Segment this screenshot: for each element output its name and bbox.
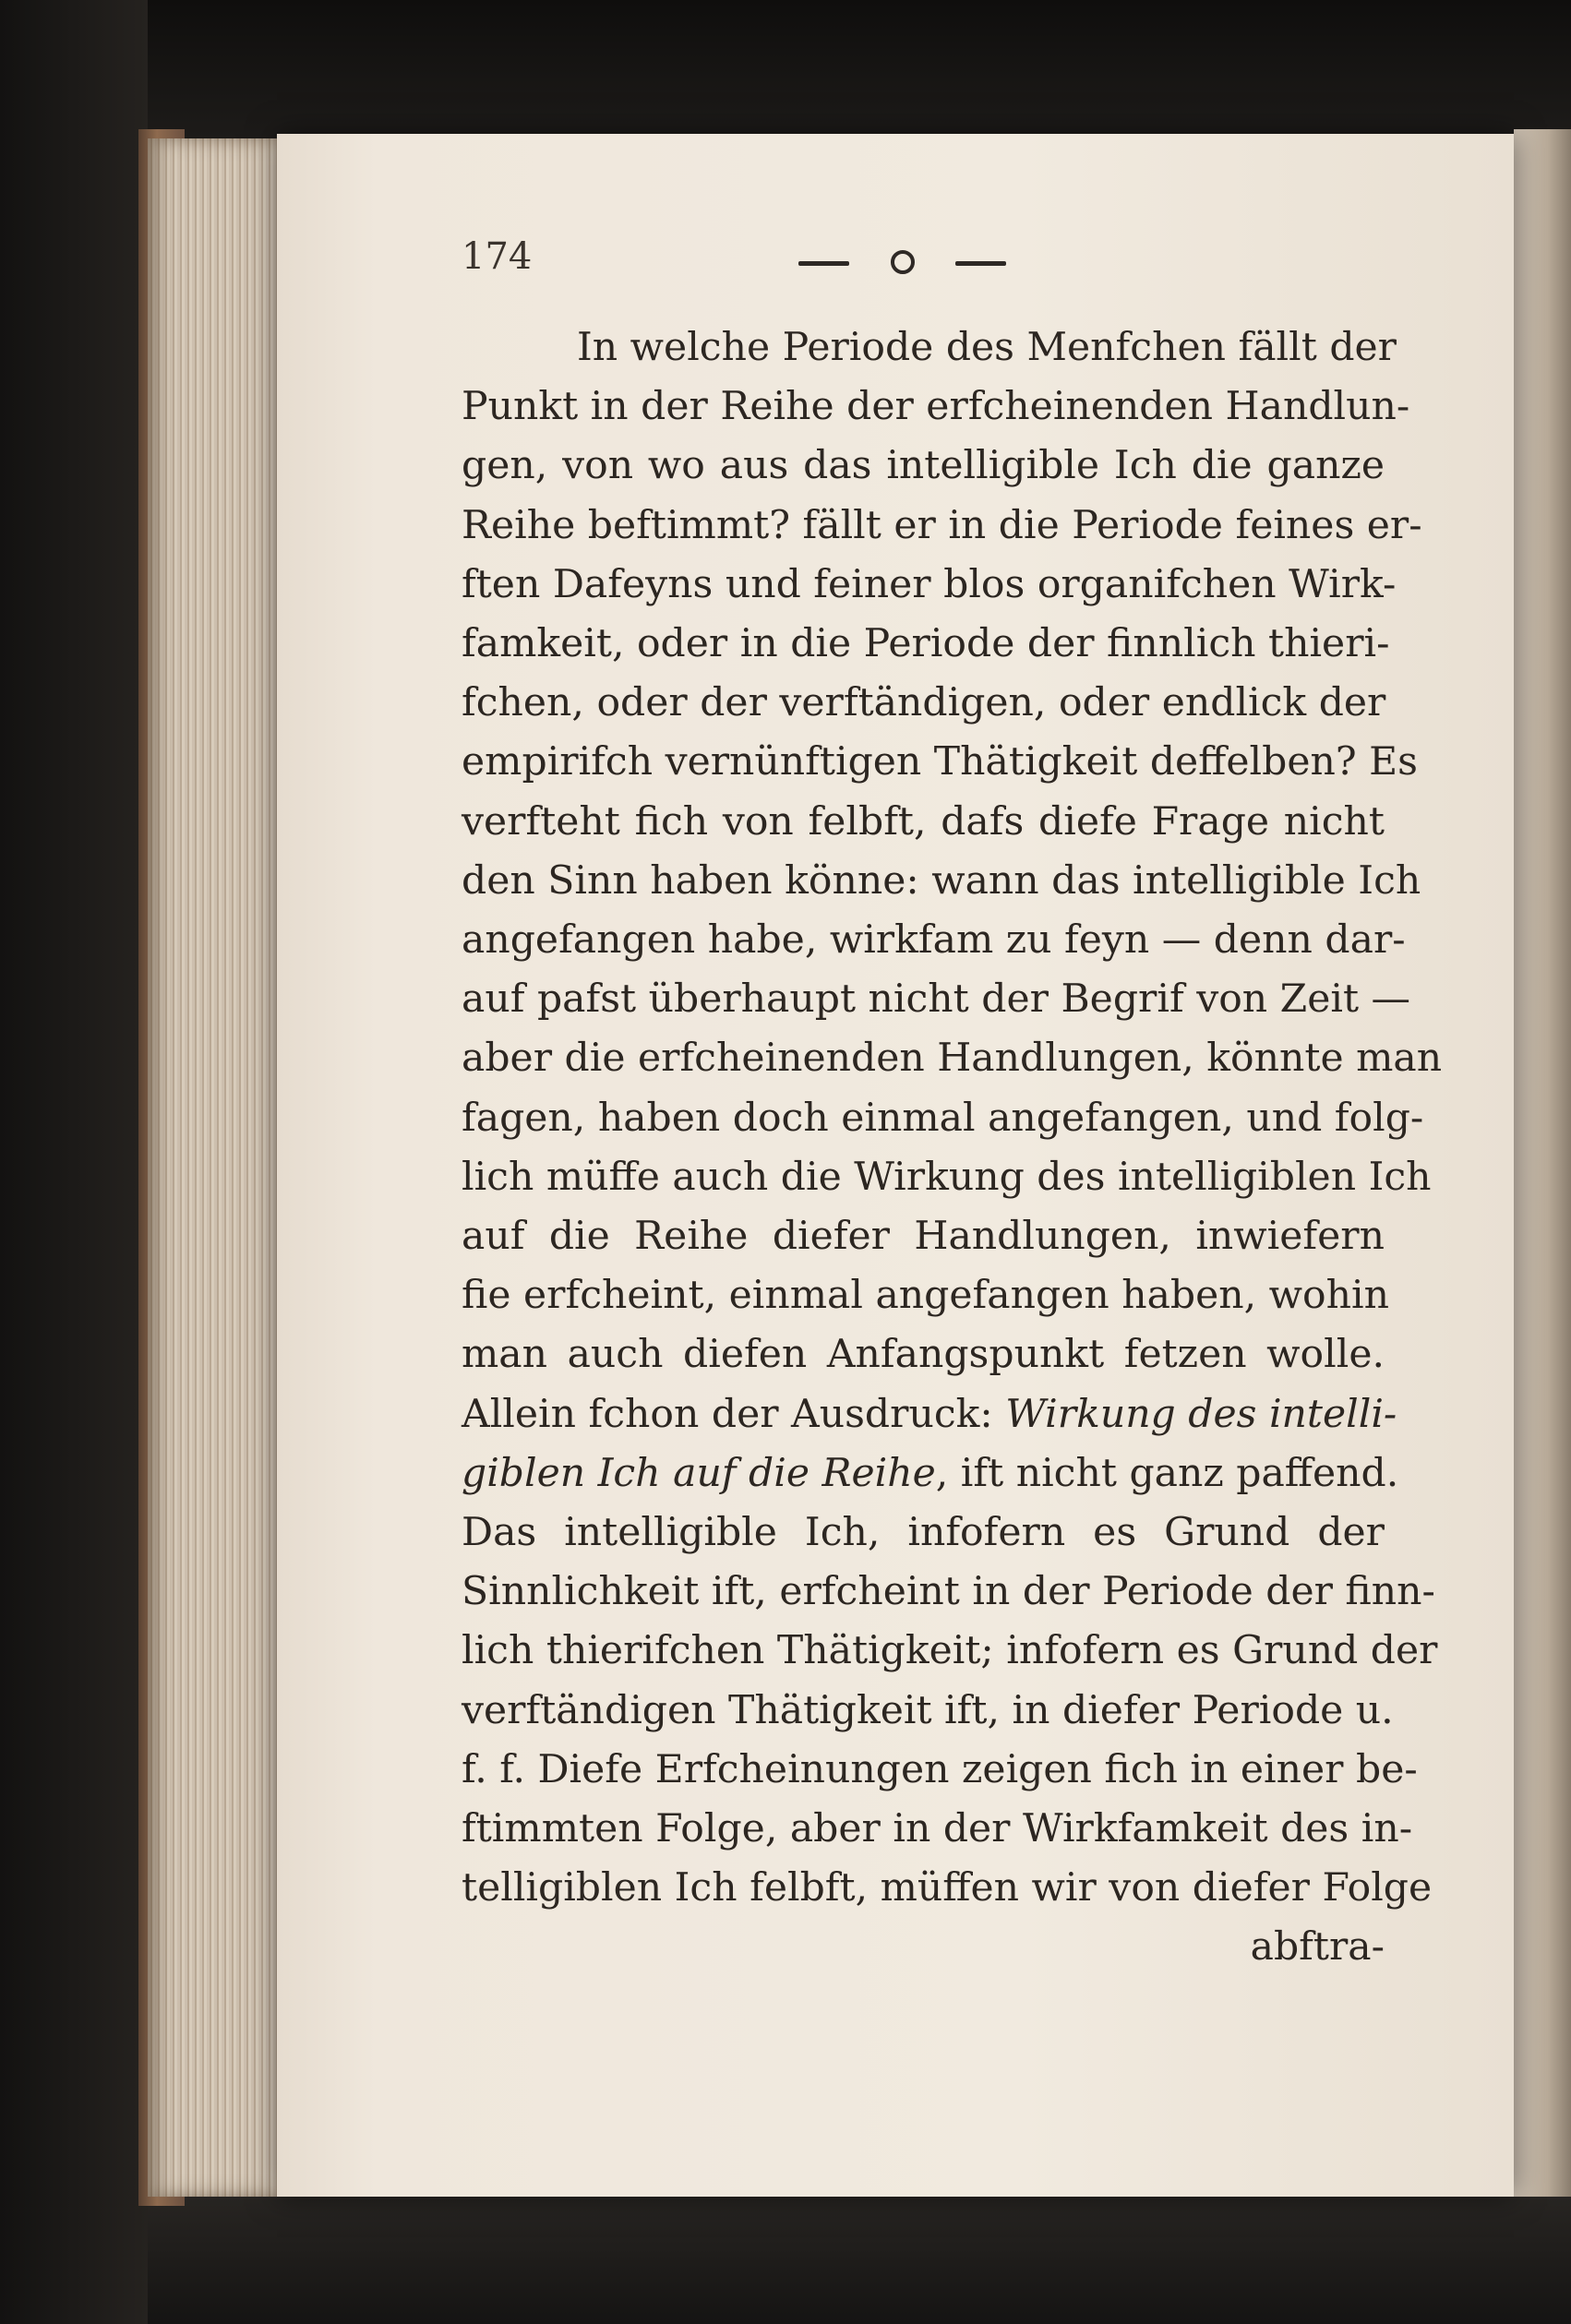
text-line: Punkt in der Reihe der erfcheinenden Handlun- xyxy=(462,384,1410,430)
header-ornament xyxy=(798,245,1020,282)
text-line: ftimmten Folge, aber in der Wirkfamkeit des in- xyxy=(462,1806,1413,1852)
ornament-ring xyxy=(891,250,915,274)
text-segment: Allein fchon der Ausdruck: xyxy=(462,1391,993,1437)
text-line: gen, von wo aus das intelligible Ich die ganze xyxy=(462,443,1385,489)
text-line: aber die erfcheinenden Handlungen, könnte man xyxy=(462,1036,1443,1082)
text-line: f. f. Diefe Erfcheinungen zeigen fich in einer be- xyxy=(462,1746,1418,1792)
ornament-dash-right xyxy=(955,261,1006,266)
text-line: Das intelligible Ich, infofern es Grund der xyxy=(462,1510,1385,1556)
text-line: ften Dafeyns und feiner blos organifchen Wirk- xyxy=(462,561,1397,607)
ornament-dash-left xyxy=(798,261,849,266)
text-line: man auch diefen Anfangspunkt fetzen wolle. xyxy=(462,1332,1385,1378)
page-header xyxy=(462,235,1385,291)
text-line: fagen, haben doch einmal angefangen, und folg- xyxy=(462,1095,1424,1141)
text-line: empirifch vernünftigen Thätigkeit deffelben? Es xyxy=(462,739,1418,785)
background-top xyxy=(0,0,1571,148)
italic-text: Wirkung des intelli- xyxy=(1005,1391,1397,1437)
text-line: den Sinn haben könne: wann das intelligible Ich xyxy=(462,857,1421,904)
text-line: angefangen habe, wirkfam zu feyn — denn dar- xyxy=(462,917,1406,964)
text-line: Sinnlichkeit ift, erfcheint in der Periode der finn- xyxy=(462,1569,1435,1615)
background-left xyxy=(0,0,148,2324)
text-line: famkeit, oder in die Periode der finnlich thieri- xyxy=(462,621,1390,667)
page-number: 174 xyxy=(462,235,533,278)
page-block-edges xyxy=(148,138,286,2197)
text-line: fchen, oder der verftändigen, oder endlick der xyxy=(462,680,1386,726)
text-line: In welche Periode des Menfchen fällt der xyxy=(577,325,1397,370)
text-line: verfteht fich von felbft, dafs diefe Frage nicht xyxy=(462,798,1385,845)
text-line: auf pafst überhaupt nicht der Begrif von Zeit — xyxy=(462,976,1411,1023)
background-bottom xyxy=(0,2178,1571,2324)
text-line: lich thierifchen Thätigkeit; infofern es Grund der xyxy=(462,1628,1438,1674)
body-text xyxy=(462,318,1443,1978)
text-segment: , ift nicht ganz paffend. xyxy=(935,1450,1399,1496)
catchword: abftra- xyxy=(1250,1924,1385,1971)
next-page-edge xyxy=(1514,129,1571,2197)
text-line-mixed xyxy=(462,1444,1399,1503)
italic-text: giblen Ich auf die Reihe xyxy=(462,1450,936,1496)
text-line: lich müffe auch die Wirkung des intelligiblen Ich xyxy=(462,1154,1432,1200)
text-line: fie erfcheint, einmal angefangen haben, wohin xyxy=(462,1273,1389,1319)
text-line-mixed xyxy=(462,1385,1397,1444)
text-line: telligiblen Ich felbft, müffen wir von diefer Folge xyxy=(462,1865,1433,1911)
text-line: verftändigen Thätigkeit ift, in diefer Periode u. xyxy=(462,1687,1394,1733)
text-line: auf die Reihe diefer Handlungen, inwiefern xyxy=(462,1214,1385,1260)
text-line: Reihe beftimmt? fällt er in die Periode feines er- xyxy=(462,502,1422,548)
